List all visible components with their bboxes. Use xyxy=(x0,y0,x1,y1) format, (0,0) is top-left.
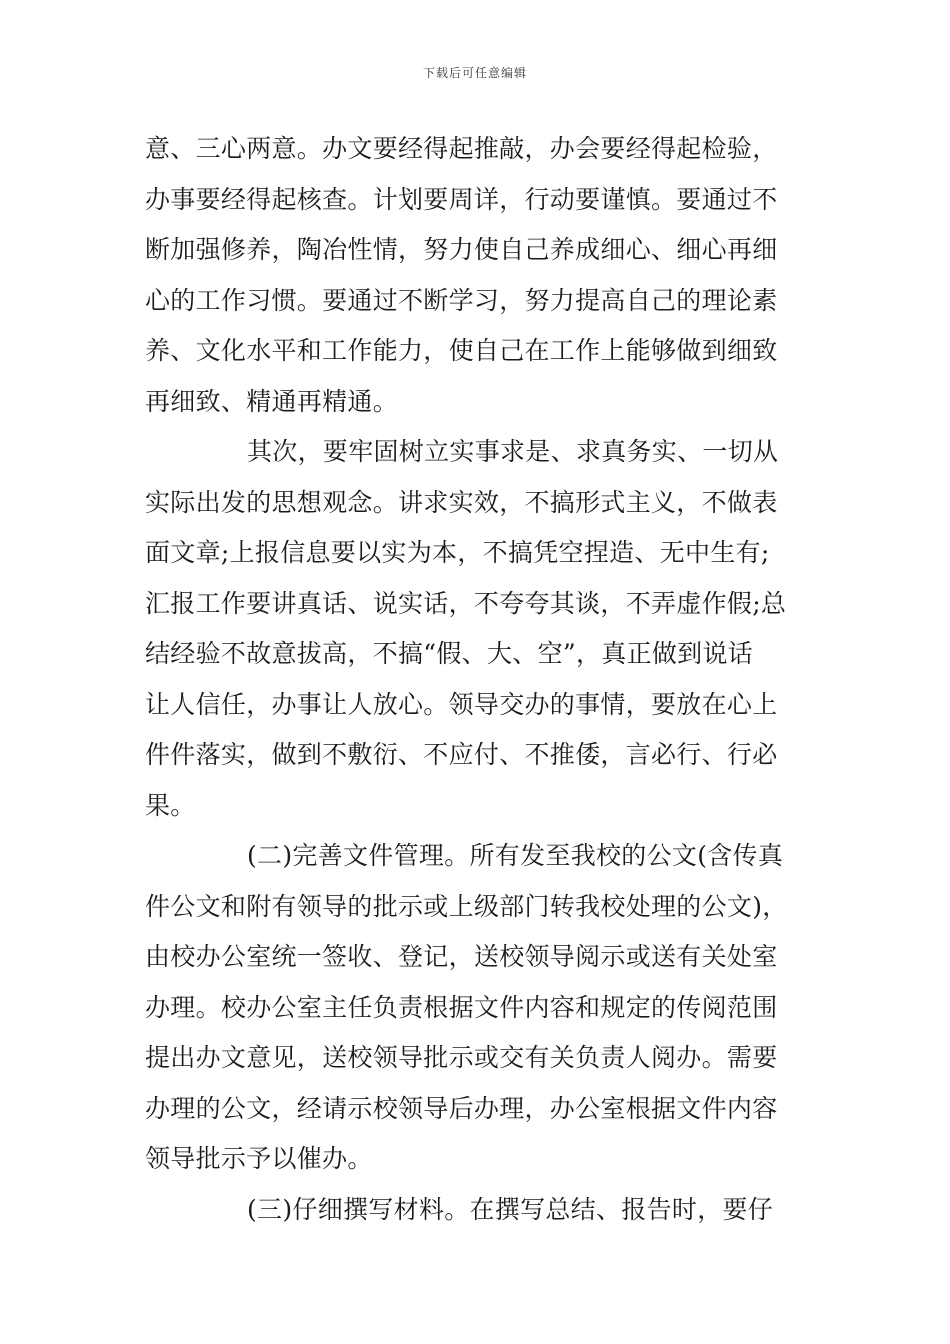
text-line: 件公文和附有领导的批示或上级部门转我校处理的公文)， xyxy=(145,891,788,921)
text-line: 再细致、精通再精通。 xyxy=(145,386,399,416)
text-line: 汇报工作要讲真话、说实话，不夸夸其谈，不弄虚作假;总 xyxy=(145,588,787,618)
text-line: 提出办文意见，送校领导批示或交有关负责人阅办。需要 xyxy=(145,1043,778,1072)
text-line: 办事要经得起核查。计划要周详，行动要谨慎。要通过不 xyxy=(145,184,778,214)
text-line: 结经验不故意拔高，不搞“假、大、空”，真正做到说话 xyxy=(145,639,754,668)
text-line: 养、文化水平和工作能力，使自己在工作上能够做到细致 xyxy=(145,336,778,365)
text-line: 心的工作习惯。要通过不断学习，努力提高自己的理论素 xyxy=(145,285,778,315)
text-line: 断加强修养，陶冶性情，努力使自己养成细心、细心再细 xyxy=(145,235,778,264)
text-line: 面文章;上报信息要以实为本，不搞凭空捏造、无中生有; xyxy=(145,538,770,567)
paragraph-start-line: (三)仔细撰写材料。在撰写总结、报告时，要仔 xyxy=(247,1194,774,1224)
text-line: 实际出发的思想观念。讲求实效，不搞形式主义，不做表 xyxy=(145,487,778,517)
text-line: 让人信任，办事让人放心。领导交办的事情，要放在心上 xyxy=(145,689,778,719)
paragraph-start-line: 其次，要牢固树立实事求是、求真务实、一切从 xyxy=(247,437,779,466)
body-text xyxy=(145,124,807,1235)
text-line: 办理的公文，经请示校领导后办理，办公室根据文件内容 xyxy=(145,1093,778,1123)
text-line: 领导批示予以催办。 xyxy=(145,1144,373,1173)
text-line: 件件落实，做到不敷衍、不应付、不推倭，言必行、行必 xyxy=(145,740,778,769)
header-note: 下载后可任意编辑 xyxy=(422,66,527,80)
text-line: 由校办公室统一签收、登记，送校领导阅示或送有关处室 xyxy=(145,942,778,971)
paragraph-start-line: (二)完善文件管理。所有发至我校的公文(含传真 xyxy=(247,841,784,870)
text-line: 果。 xyxy=(145,790,196,820)
text-line: 办理。校办公室主任负责根据文件内容和规定的传阅范围 xyxy=(145,992,778,1022)
text-line: 意、三心两意。办文要经得起推敲，办会要经得起检验， xyxy=(145,134,778,163)
